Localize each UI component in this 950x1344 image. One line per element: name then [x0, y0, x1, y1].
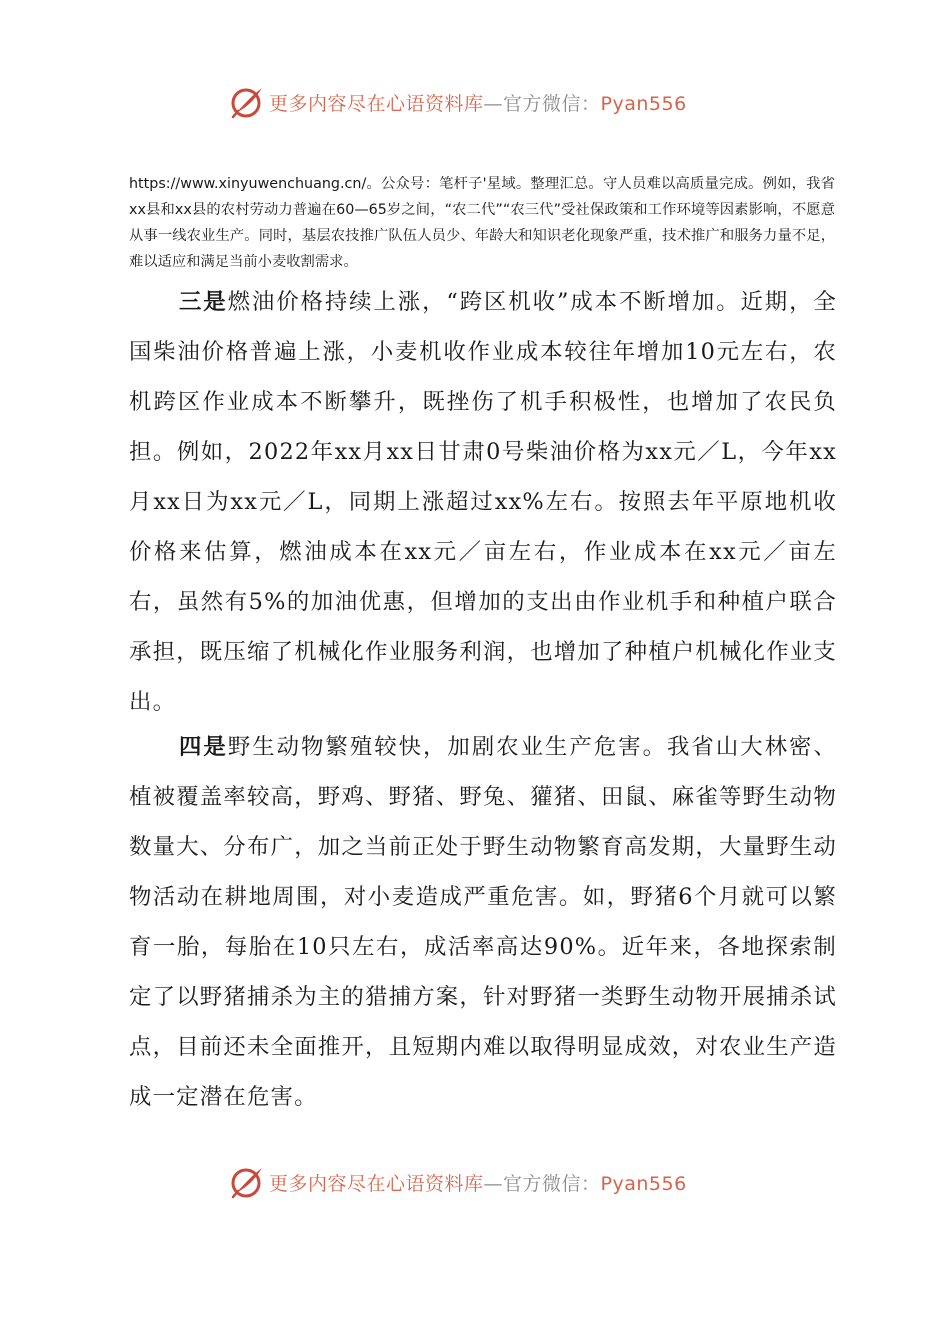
quill-logo-icon [229, 84, 265, 120]
banner-text: 更多内容尽在心语资料库—官方微信：Pyan556 [269, 1172, 687, 1195]
section-four-lead: 四是 [179, 734, 228, 760]
banner-text: 更多内容尽在心语资料库—官方微信：Pyan556 [269, 92, 687, 115]
section-three-lead: 三是 [179, 289, 228, 315]
section-four-paragraph [129, 722, 837, 1122]
header-banner [229, 82, 749, 122]
intro-paragraph: https://www.xinyuwenchuang.cn/。公众号：笔杆子'星域。整理汇总。守人员难以高质量完成。例如，我省xx县和xx县的农村劳动力普遍在60—65岁之间，“农二代”“农三代”受社保政策和工作环境等因素影响，不愿意从事一线农业生产。同时，基层农技推广队伍人员少、年龄大和知识老化现象严重，技术推广和服务力量不足，难以适应和满足当前小麦收割需求。 [129, 176, 835, 270]
section-three-paragraph [129, 277, 837, 727]
section-three-body: 燃油价格持续上涨，“跨区机收”成本不断增加。近期，全国柴油价格普遍上涨，小麦机收作业成本较往年增加10元左右，农机跨区作业成本不断攀升，既挫伤了机手积极性，也增加了农民负担。例如，2022年xx月xx日甘肃0号柴油价格为xx元／L，今年xx月xx日为xx元／L，同期上涨超过xx%左右。按照去年平原地机收价格来估算，燃油成本在xx元／亩左右，作业成本在xx元／亩左右，虽然有5%的加油优惠，但增加的支出由作业机手和种植户联合承担，既压缩了机械化作业服务利润，也增加了种植户机械化作业支出。 [129, 289, 838, 715]
section-four-body: 野生动物繁殖较快，加剧农业生产危害。我省山大林密、植被覆盖率较高，野鸡、野猪、野兔、獾猪、田鼠、麻雀等野生动物数量大、分布广，加之当前正处于野生动物繁育高发期，大量野生动物活动在耕地周围，对小麦造成严重危害。如，野猪6个月就可以繁育一胎，每胎在10只左右，成活率高达90%。近年来，各地探索制定了以野猪捕杀为主的猎捕方案，针对野猪一类野生动物开展捕杀试点，目前还未全面推开，且短期内难以取得明显成效，对农业生产造成一定潜在危害。 [129, 734, 838, 1110]
footer-banner [229, 1162, 749, 1202]
quill-logo-icon [229, 1164, 265, 1200]
